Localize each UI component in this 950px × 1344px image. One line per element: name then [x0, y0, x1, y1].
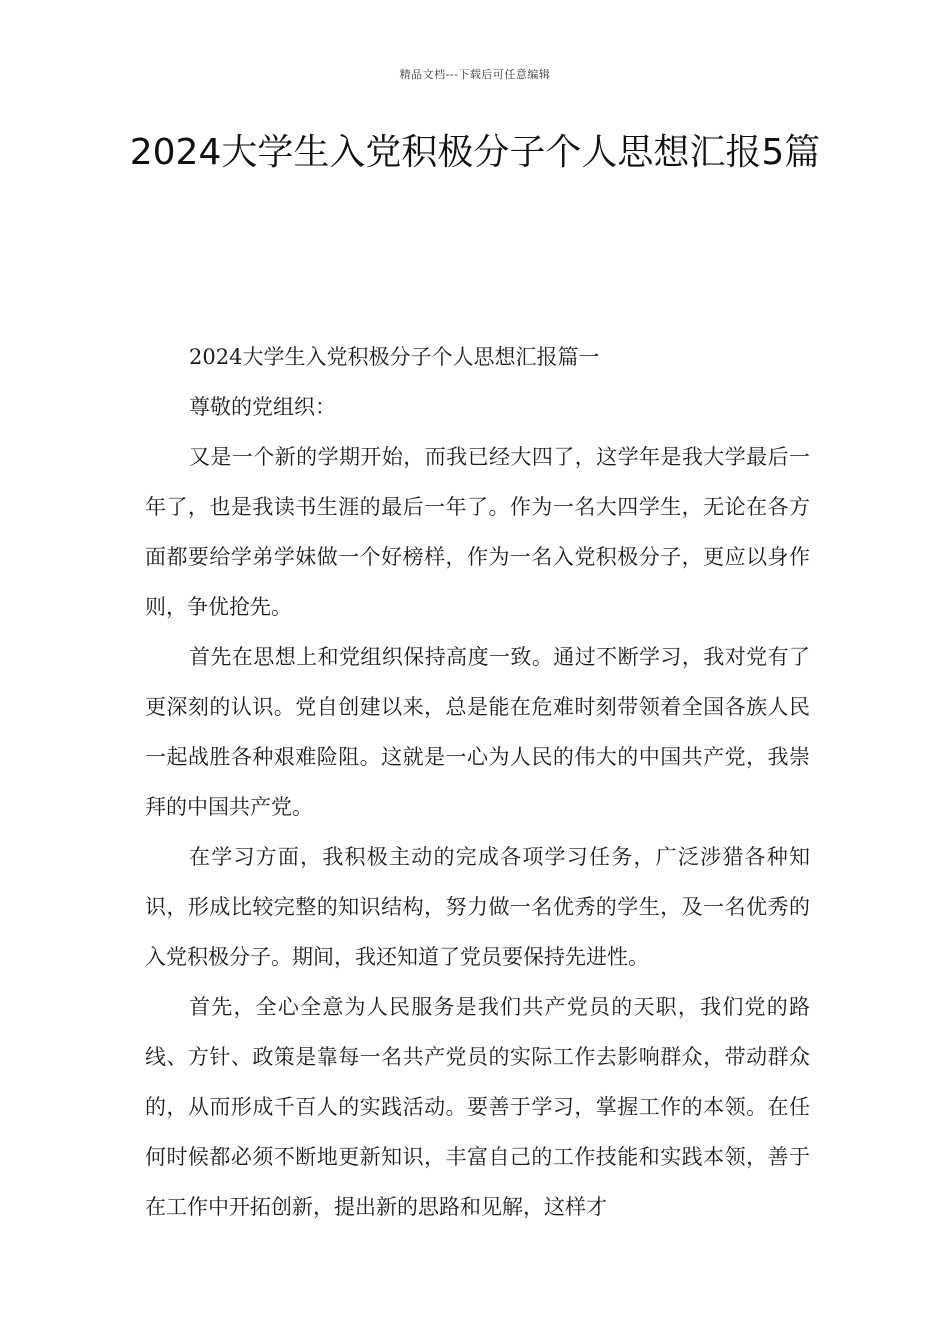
paragraph: 首先，全心全意为人民服务是我们共产党员的天职，我们党的路线、方针、政策是靠每一名共产党员的实际工作去影响群众，带动群众的，从而形成千百人的实践活动。要善于学习，掌握工作的本领。在任何时候都必须不断地更新知识，丰富自己的工作技能和实践本领，善于在工作中开拓创新，提出新的思路和见解，这样才	[145, 995, 810, 1219]
document-body	[145, 332, 810, 1232]
salutation: 尊敬的党组织：	[189, 395, 336, 419]
paragraph: 首先在思想上和党组织保持高度一致。通过不断学习，我对党有了更深刻的认识。党自创建以来，总是能在危难时刻带领着全国各族人民一起战胜各种艰难险阻。这就是一心为人民的伟大的中国共产党，我崇拜的中国共产党。	[145, 645, 810, 819]
header-note: 精品文档---下载后可任意编辑	[399, 68, 551, 81]
section-heading: 2024大学生入党积极分子个人思想汇报篇一	[189, 345, 600, 369]
paragraph: 在学习方面，我积极主动的完成各项学习任务，广泛涉猎各种知识，形成比较完整的知识结构，努力做一名优秀的学生，及一名优秀的入党积极分子。期间，我还知道了党员要保持先进性。	[145, 845, 810, 969]
paragraph: 又是一个新的学期开始，而我已经大四了，这学年是我大学最后一年了，也是我读书生涯的最后一年了。作为一名大四学生，无论在各方面都要给学弟学妹做一个好榜样，作为一名入党积极分子，更应以身作则，争优抢先。	[145, 445, 810, 619]
document-title: 2024大学生入党积极分子个人思想汇报5篇	[129, 132, 821, 173]
